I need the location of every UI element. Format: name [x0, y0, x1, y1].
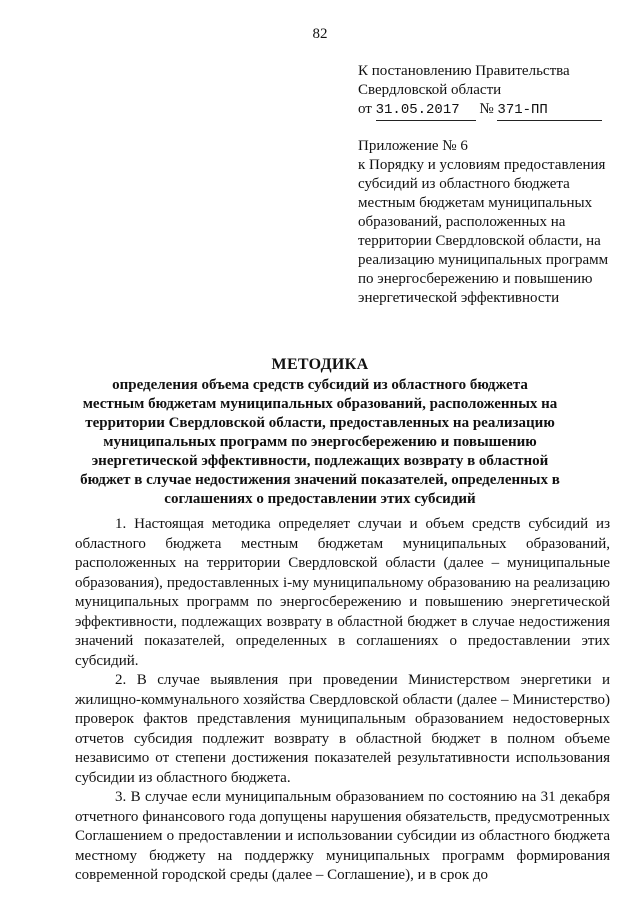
paragraph-3: 3. В случае если муниципальным образованием по состоянию на 31 декабря отчетного финансового года допущены нарушения обязательств, предусмотренных Соглашением о предоставлении и использовании субсидии из областного бюджета местному бюджету на поддержку муниципальных программ формирования современной городской среды (далее – Соглашение), и в срок до	[75, 789, 610, 883]
document-body	[75, 515, 610, 886]
approval-date-line	[358, 100, 628, 121]
appendix-block	[358, 137, 618, 308]
document-title: МЕТОДИКА	[271, 356, 369, 373]
approval-date: 31.05.2017	[376, 101, 476, 121]
approval-block	[358, 62, 628, 121]
number-prefix: №	[479, 101, 494, 117]
date-prefix: от	[358, 101, 372, 117]
approval-line-2: Свердловской области	[358, 82, 502, 98]
paragraph-2: 2. В случае выявления при проведении Министерством энергетики и жилищно-коммунального хозяйства Свердловской области (далее – Министерство) проверок фактов представления муниципальным образованием недостоверных отчетов субсидия подлежит возврату в областной бюджет в полном объеме независимо от степени достижения показателей результативности использования субсидии из областного бюджета.	[75, 672, 610, 786]
page-number: 82	[312, 26, 328, 42]
paragraph-1: 1. Настоящая методика определяет случаи и объем средств субсидий из областного бюджета местным бюджетам муниципальных образований, расположенных на территории Свердловской области (далее – муниципальные образования), предоставленных i-му муниципальному образованию на реализацию муниципальных программ по энергосбережению и повышению энергетической эффективности, подлежащих возврату в областной бюджет в случае недостижения значений показателей, определенных в соглашениях о предоставлении этих субсидий.	[75, 516, 610, 669]
appendix-title: Приложение № 6	[358, 138, 468, 154]
approval-number: 371-ПП	[497, 101, 602, 121]
document-subtitle: определения объема средств субсидий из областного бюджета местным бюджетам муниципальных образований, расположенных на территории Свердловской области, предоставленных на реализацию муниципальных программ по энергосбережению и повышению энергетической эффективности, подлежащих возврату в областной бюджет в случае недостижения значений показателей, определенных в соглашениях о предоставлении этих субсидий	[80, 377, 560, 507]
appendix-text: к Порядку и условиям предоставления субсидий из областного бюджета местным бюджетам муниципальных образований, расположенных на территории Свердловской области, на реализацию муниципальных программ по энергосбережению и повышению энергетической эффективности	[358, 157, 609, 306]
approval-line-1: К постановлению Правительства	[358, 63, 570, 79]
